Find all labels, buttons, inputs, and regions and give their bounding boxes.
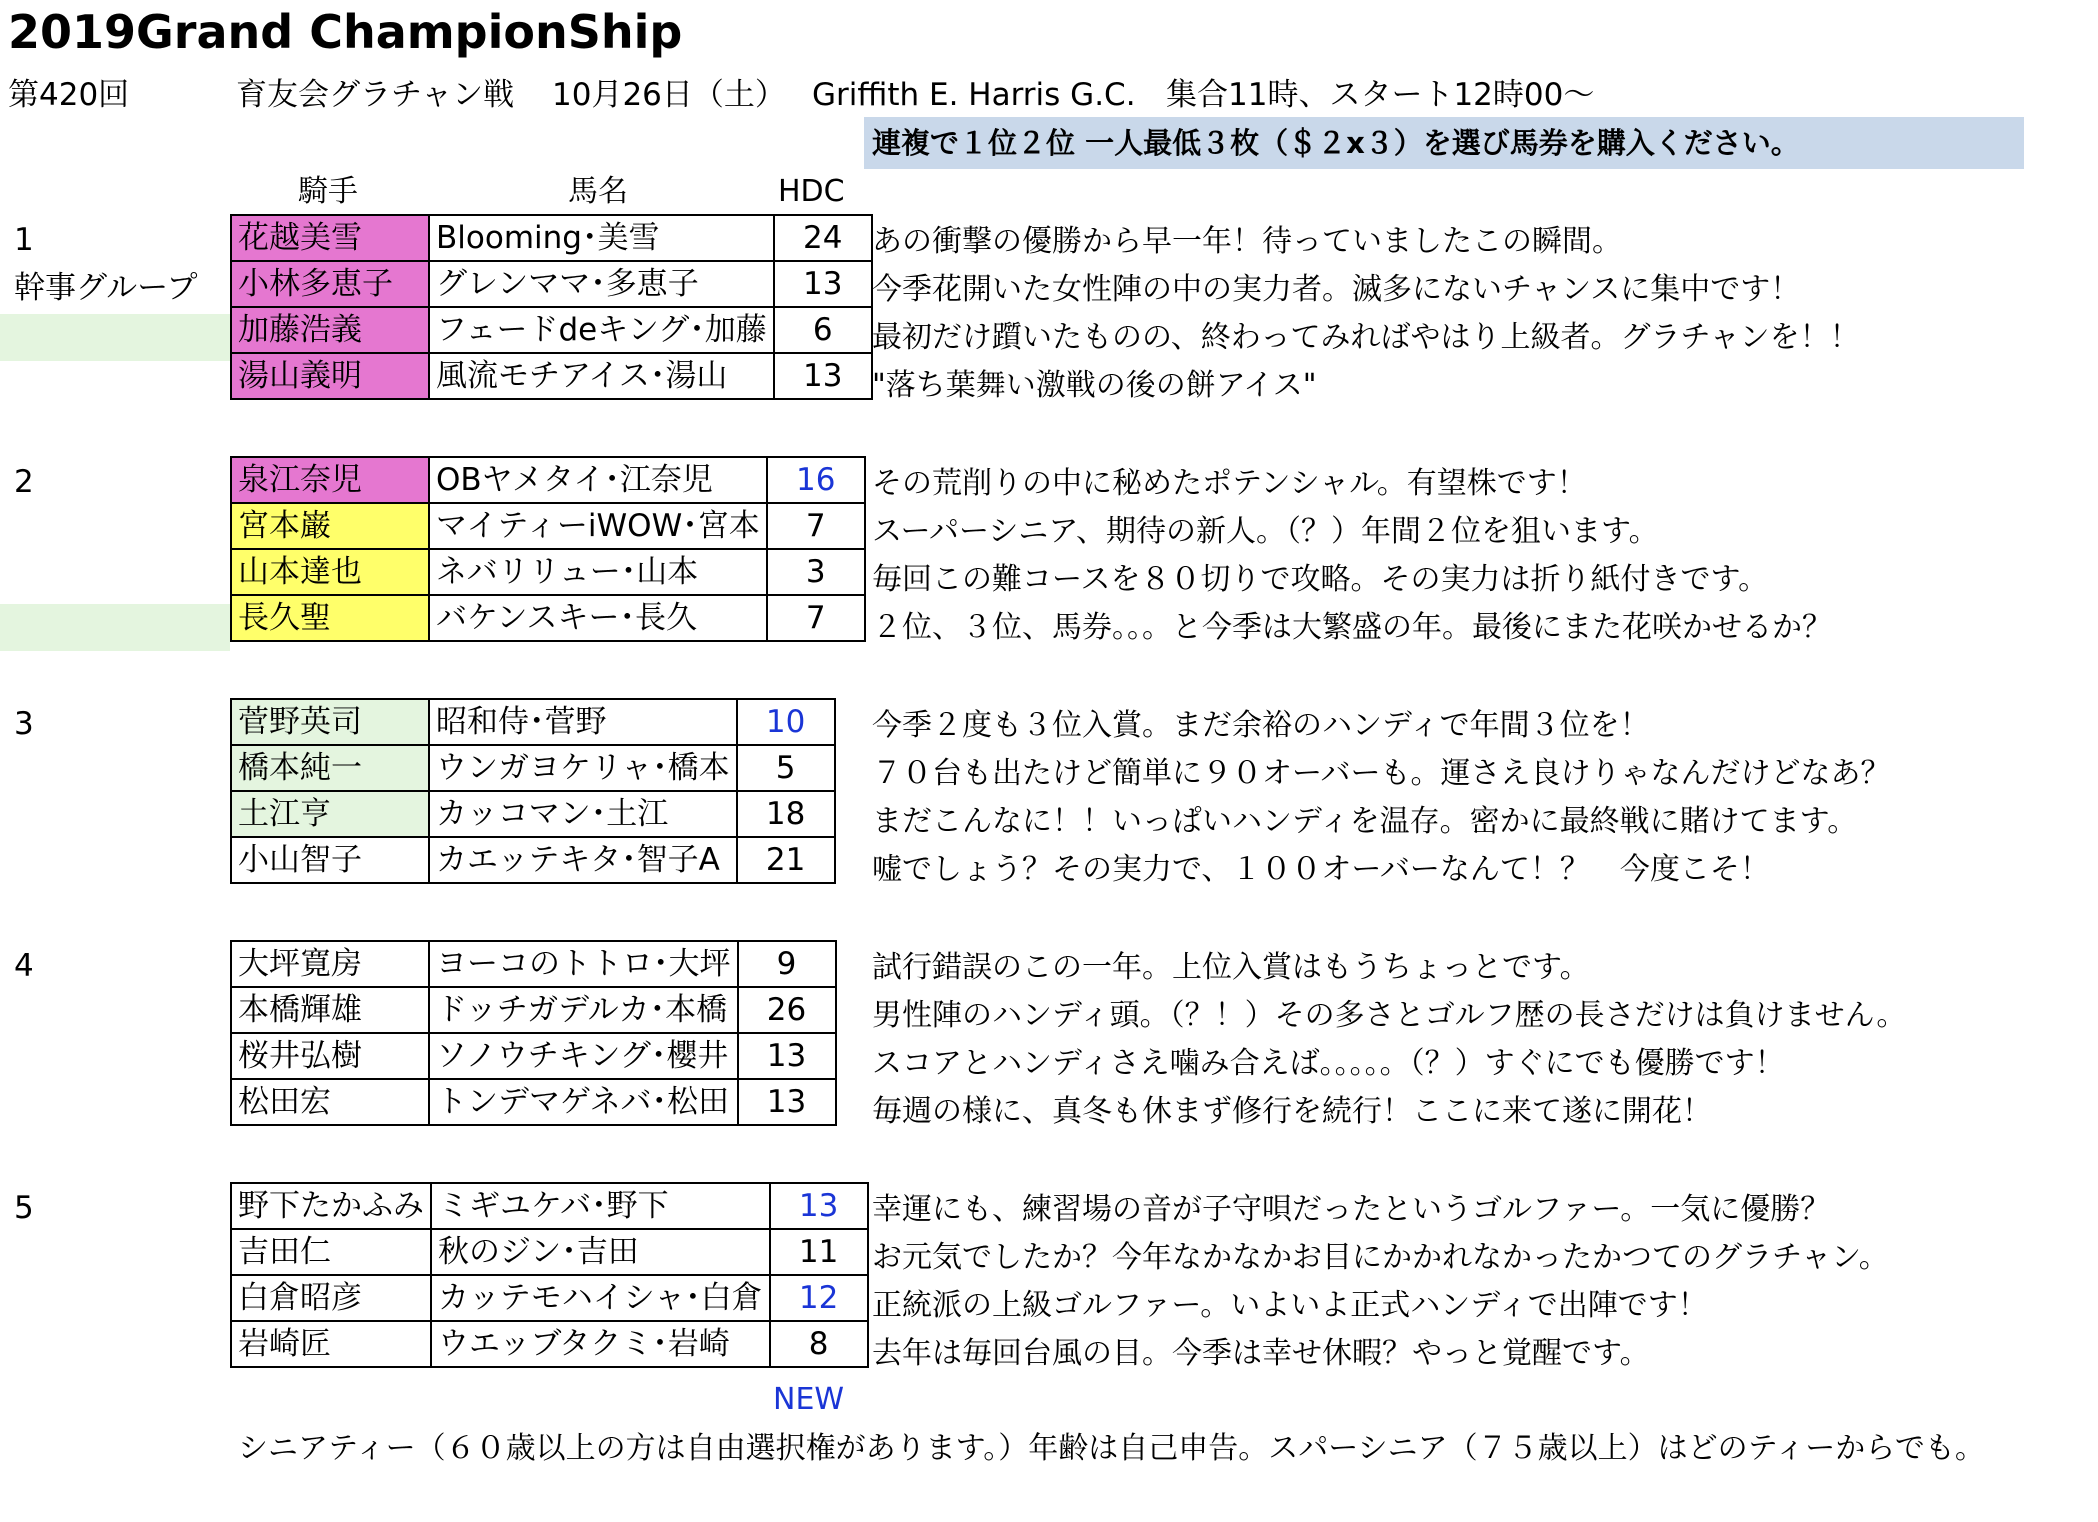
- jockey-name: 白倉昭彦: [231, 1275, 431, 1321]
- table-row: [231, 1321, 868, 1367]
- comment-text: 去年は毎回台風の目。今季は幸せ休暇？やっと覚醒です。: [872, 1336, 1650, 1371]
- comment-text: まだこんなに！！いっぱいハンディを温存。密かに最終戦に賭けてます。: [872, 804, 1858, 839]
- table-row: [231, 595, 865, 641]
- comment-text: 今季２度も３位入賞。まだ余裕のハンディで年間３位を！: [872, 708, 1650, 743]
- hdc-value: 9: [738, 941, 836, 987]
- row-highlight: [0, 314, 230, 361]
- horse-name: トンデマゲネバ･松田: [429, 1079, 738, 1125]
- comment-text: あの衝撃の優勝から早一年！待っていましたこの瞬間。: [872, 224, 1622, 259]
- horse-name: グレンママ･多恵子: [429, 261, 774, 307]
- comment-text: 毎回この難コースを８０切りで攻略。その実力は折り紙付きです。: [872, 562, 1769, 597]
- table-row: [231, 699, 835, 745]
- group-3-table: [230, 698, 836, 884]
- horse-name: ヨーコのトトロ･大坪: [429, 941, 738, 987]
- table-row: [231, 837, 835, 883]
- table-row: [231, 457, 865, 503]
- comment-text: 試行錯誤のこの一年。上位入賞はもうちょっとです。: [872, 950, 1590, 985]
- hdc-value: 18: [737, 791, 835, 837]
- horse-name: カッテモハイシャ･白倉: [431, 1275, 770, 1321]
- hdc-value: 13: [738, 1033, 836, 1079]
- comment-text: 男性陣のハンディ頭。（？！）その多さとゴルフ歴の長さだけは負けません。: [872, 998, 1907, 1033]
- horse-name: ウエッブタクミ･岩崎: [431, 1321, 770, 1367]
- comment-text: 毎週の様に、真冬も休まず修行を続行！ここに来て遂に開花！: [872, 1094, 1712, 1129]
- table-row: [231, 503, 865, 549]
- hdc-value: 5: [737, 745, 835, 791]
- horse-name: バケンスキー･長久: [429, 595, 767, 641]
- notice-text: 連複で１位２位 一人最低３枚（＄２x３）を選び馬券を購入ください。: [872, 126, 1800, 160]
- table-row: [231, 987, 836, 1033]
- jockey-name: 山本達也: [231, 549, 429, 595]
- comment-text: お元気でしたか？今年なかなかお目にかかれなかったかつてのグラチャン。: [872, 1240, 1889, 1275]
- horse-name: ミギユケバ･野下: [431, 1183, 770, 1229]
- jockey-name: 松田宏: [231, 1079, 429, 1125]
- jockey-name: 吉田仁: [231, 1229, 431, 1275]
- comment-text: その荒削りの中に秘めたポテンシャル。有望株です！: [872, 466, 1587, 501]
- header-horse: 馬名: [568, 174, 628, 209]
- meeting-time: 集合11時、スタート12時00～: [1166, 77, 1595, 113]
- jockey-name: 岩崎匠: [231, 1321, 431, 1367]
- group-2-table: [230, 456, 866, 642]
- comment-text: 今季花開いた女性陣の中の実力者。滅多にないチャンスに集中です！: [872, 272, 1801, 307]
- event-name: 育友会グラチャン戦: [236, 77, 515, 113]
- comment-text: "落ち葉舞い激戦の後の餅アイス": [872, 368, 1317, 403]
- table-row: [231, 1079, 836, 1125]
- jockey-name: 加藤浩義: [231, 307, 429, 353]
- group-1-table: [230, 214, 873, 400]
- table-row: [231, 1229, 868, 1275]
- header-hdc: HDC: [778, 174, 845, 209]
- horse-name: 秋のジン･吉田: [431, 1229, 770, 1275]
- footer-note: シニアティー（６０歳以上の方は自由選択権があります。）年齢は自己申告。スパーシニア（７５歳以上）はどのティーからでも。: [238, 1431, 1985, 1466]
- jockey-name: 菅野英司: [231, 699, 429, 745]
- horse-name: マイティーiWOW･宮本: [429, 503, 767, 549]
- hdc-value: 26: [738, 987, 836, 1033]
- horse-name: カッコマン･土江: [429, 791, 737, 837]
- comment-text: スコアとハンディさえ噛み合えば。。。。。（？）すぐにでも優勝です！: [872, 1046, 1785, 1081]
- page-title: 2019Grand ChampionShip: [8, 5, 683, 59]
- table-row: [231, 941, 836, 987]
- horse-name: カエッテキタ･智子A: [429, 837, 737, 883]
- table-row: [231, 307, 872, 353]
- table-row: [231, 1033, 836, 1079]
- comment-text: スーパーシニア、期待の新人。（？）年間２位を狙います。: [872, 514, 1659, 549]
- hdc-value: 8: [770, 1321, 868, 1367]
- jockey-name: 小林多恵子: [231, 261, 429, 307]
- table-row: [231, 215, 872, 261]
- horse-name: Blooming･美雪: [429, 215, 774, 261]
- hdc-value: 10: [737, 699, 835, 745]
- hdc-value: 11: [770, 1229, 868, 1275]
- header-jockey: 騎手: [298, 174, 358, 209]
- jockey-name: 泉江奈児: [231, 457, 429, 503]
- group-4-table: [230, 940, 837, 1126]
- comment-text: ２位、３位、馬券。。。と今季は大繁盛の年。最後にまた花咲かせるか？: [872, 610, 1832, 645]
- table-row: [231, 745, 835, 791]
- jockey-name: 土江亨: [231, 791, 429, 837]
- hdc-value: 13: [738, 1079, 836, 1125]
- horse-name: 昭和侍･菅野: [429, 699, 737, 745]
- hdc-value: 3: [767, 549, 865, 595]
- horse-name: 風流モチアイス･湯山: [429, 353, 774, 399]
- event-date: 10月26日（土）: [552, 77, 786, 113]
- hdc-value: 16: [767, 457, 865, 503]
- jockey-name: 宮本巌: [231, 503, 429, 549]
- table-row: [231, 261, 872, 307]
- hdc-value: 7: [767, 595, 865, 641]
- horse-name: ネバリリュー･山本: [429, 549, 767, 595]
- hdc-value: 12: [770, 1275, 868, 1321]
- hdc-value: 21: [737, 837, 835, 883]
- comment-text: 正統派の上級ゴルファー。いよいよ正式ハンディで出陣です！: [872, 1288, 1708, 1323]
- table-row: [231, 353, 872, 399]
- horse-name: フェードdeキング･加藤: [429, 307, 774, 353]
- group-number: 2: [14, 464, 34, 500]
- hdc-value: 13: [774, 353, 872, 399]
- round-number: 第420回: [8, 77, 130, 113]
- horse-name: ウンガヨケリャ･橋本: [429, 745, 737, 791]
- jockey-name: 大坪寛房: [231, 941, 429, 987]
- table-row: [231, 1183, 868, 1229]
- hdc-value: 13: [770, 1183, 868, 1229]
- comment-text: 嘘でしょう？その実力で、１００オーバーなんて！？ 今度こそ！: [872, 852, 1770, 887]
- comment-text: ７０台も出たけど簡単に９０オーバーも。運さえ良けりゃなんだけどなあ？: [872, 756, 1891, 791]
- jockey-name: 桜井弘樹: [231, 1033, 429, 1079]
- venue-name: Griffith E. Harris G.C.: [812, 77, 1136, 113]
- group-5-table: [230, 1182, 869, 1368]
- hdc-value: 7: [767, 503, 865, 549]
- jockey-name: 花越美雪: [231, 215, 429, 261]
- table-row: [231, 791, 835, 837]
- jockey-name: 橋本純一: [231, 745, 429, 791]
- table-row: [231, 549, 865, 595]
- horse-name: OBヤメタイ･江奈児: [429, 457, 767, 503]
- table-row: [231, 1275, 868, 1321]
- jockey-name: 本橋輝雄: [231, 987, 429, 1033]
- new-label: NEW: [773, 1382, 845, 1417]
- hdc-value: 6: [774, 307, 872, 353]
- group-number: 3: [14, 706, 34, 742]
- group-number: 4: [14, 948, 34, 984]
- group-number: 5: [14, 1190, 34, 1226]
- row-highlight: [0, 604, 230, 651]
- comment-text: 幸運にも、練習場の音が子守唄だったというゴルファー。一気に優勝？: [872, 1192, 1831, 1227]
- group-number: 1: [14, 222, 34, 258]
- hdc-value: 13: [774, 261, 872, 307]
- hdc-value: 24: [774, 215, 872, 261]
- jockey-name: 小山智子: [231, 837, 429, 883]
- jockey-name: 湯山義明: [231, 353, 429, 399]
- jockey-name: 野下たかふみ: [231, 1183, 431, 1229]
- horse-name: ドッチガデルカ･本橋: [429, 987, 738, 1033]
- group-sublabel: 幹事グループ: [14, 270, 198, 306]
- jockey-name: 長久聖: [231, 595, 429, 641]
- comment-text: 最初だけ躓いたものの、終わってみればやはり上級者。グラチャンを！！: [872, 320, 1860, 355]
- horse-name: ソノウチキング･櫻井: [429, 1033, 738, 1079]
